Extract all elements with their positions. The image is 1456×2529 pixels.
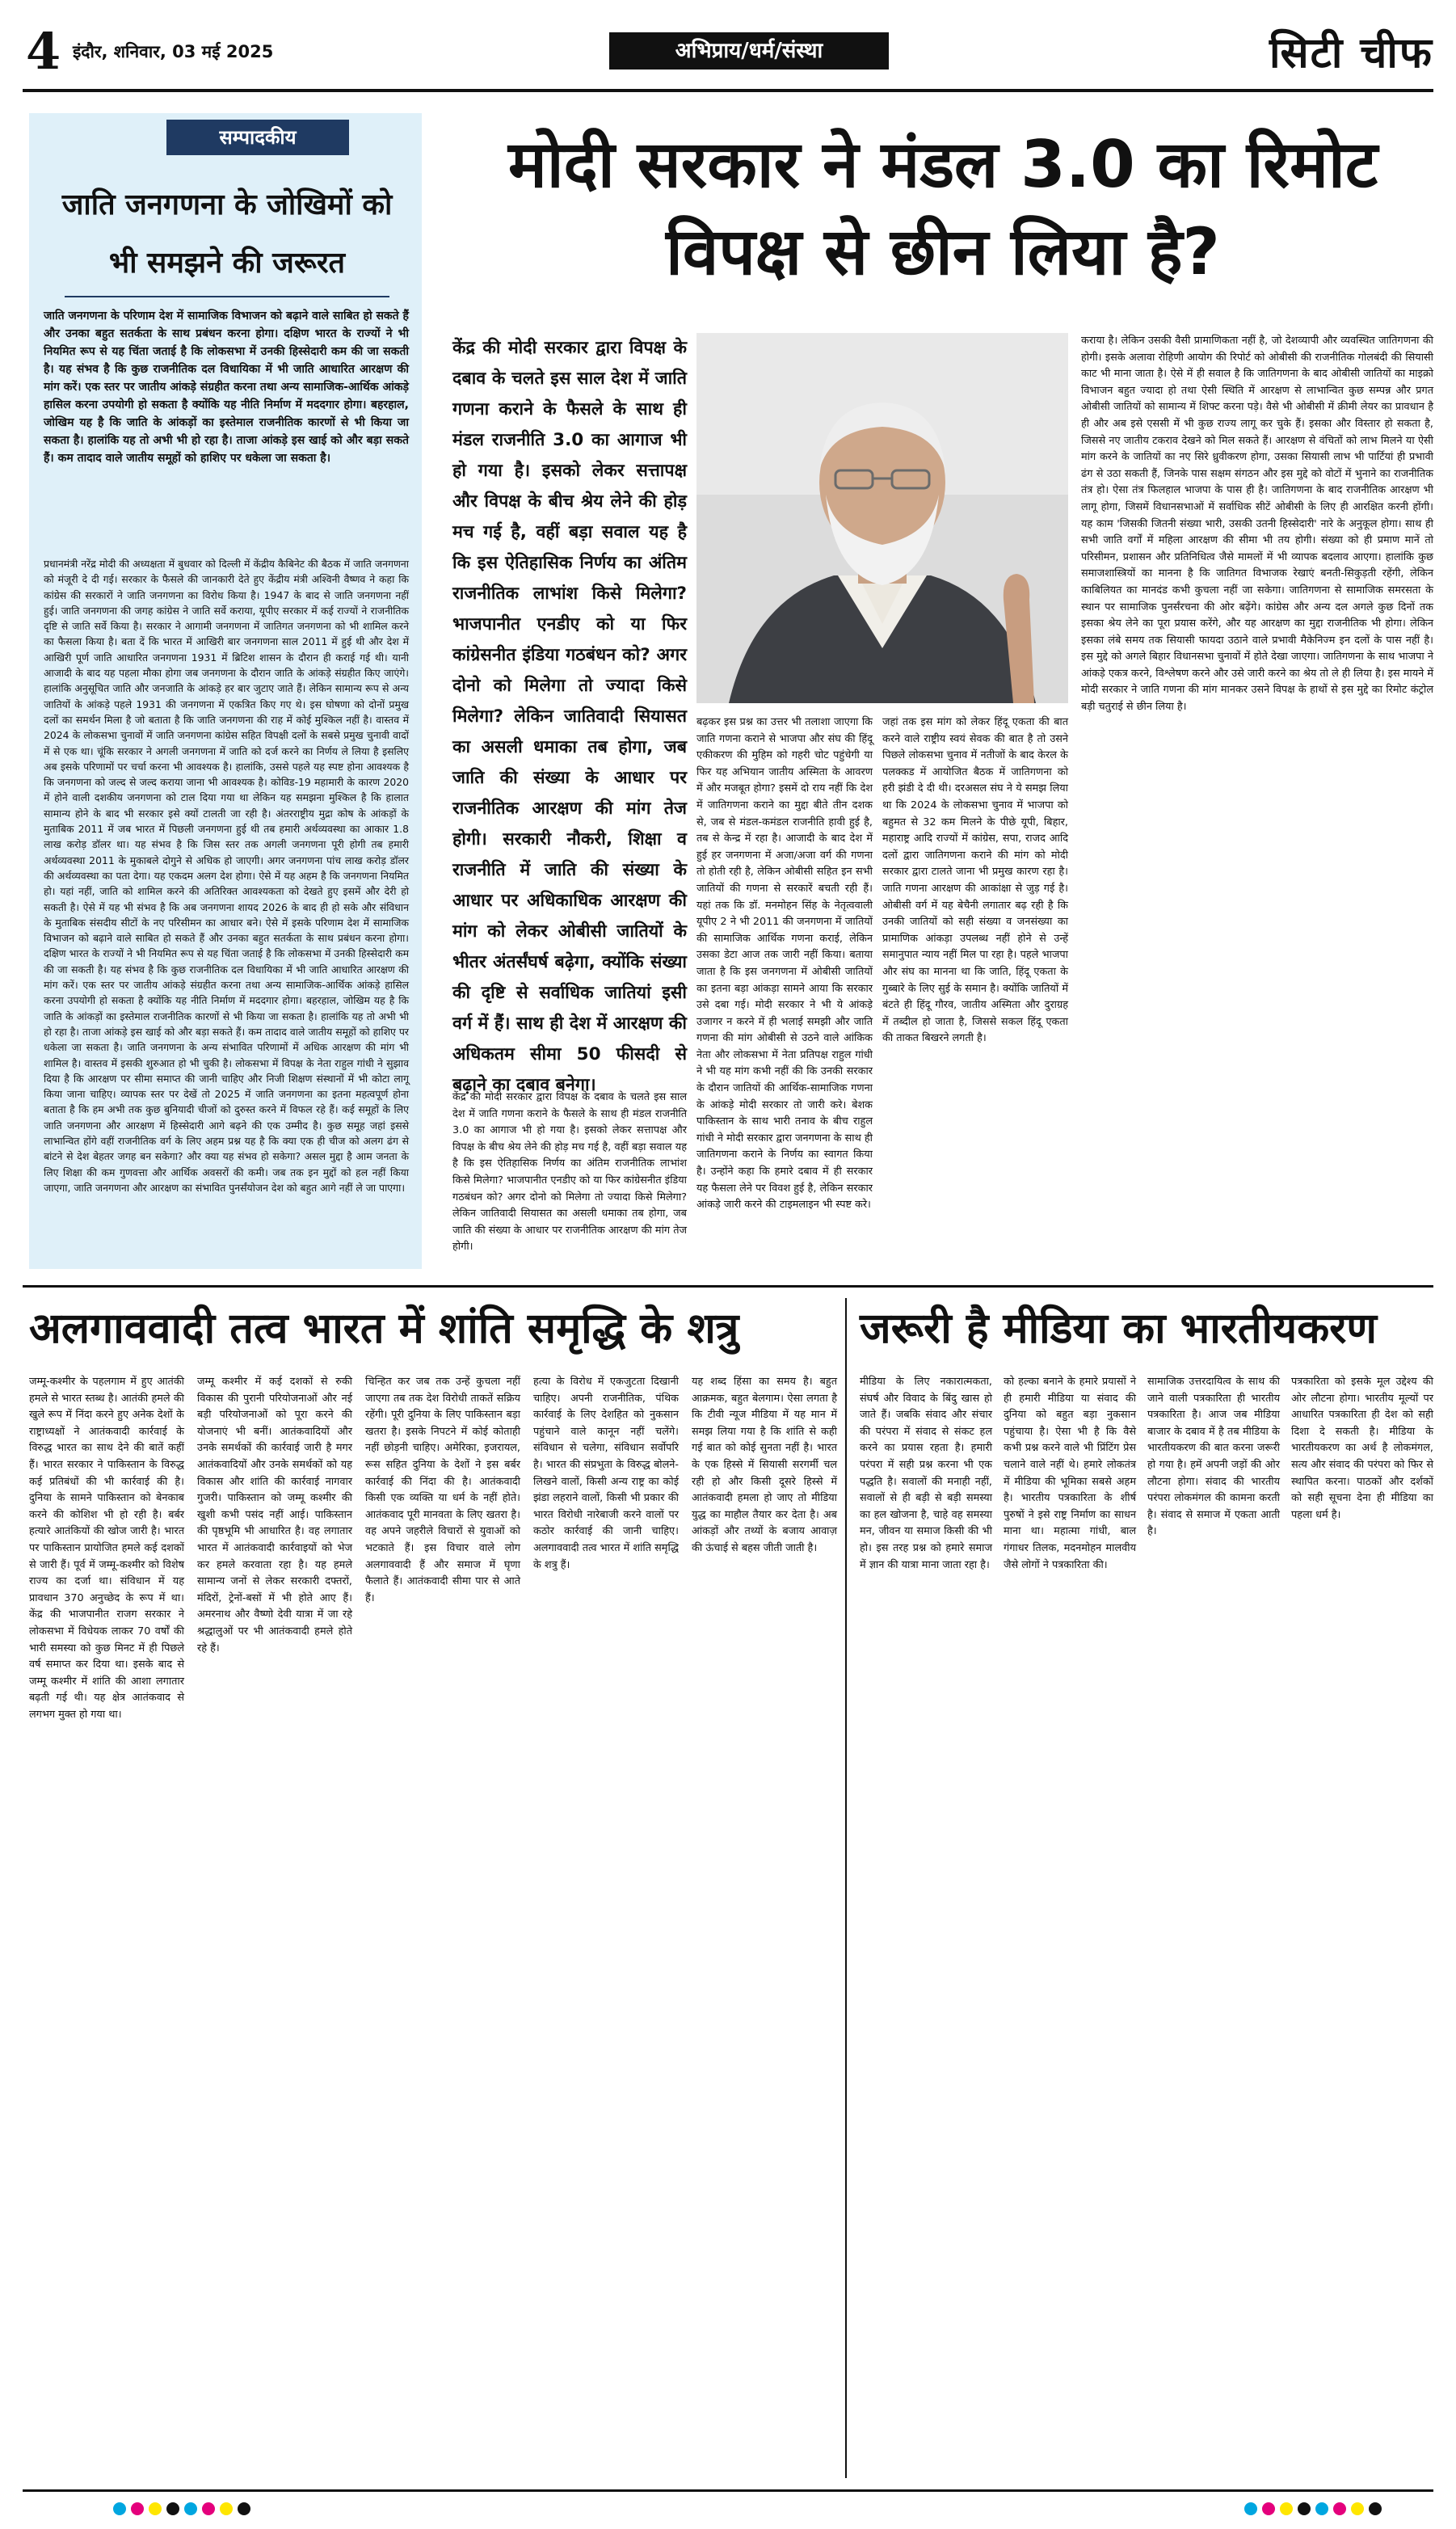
article-column: चिन्हित कर जब तक उन्हें कुचला नहीं जाएगा तब तक देश विरोधी ताकतें सक्रिय रहेंगी। पूरी दुनिया के लिए पाकिस्तान बड़ा खतरा है। इसके निपटने में कोई कोताही नहीं छोड़नी चाहिए। अमेरिका, इजरायल, रूस सहित दुनिया के देशों ने इस बर्बर कार्रवाई की निंदा की है। आतंकवादी किसी एक व्यक्ति या धर्म के नहीं होते। आतंकवाद पूरी मानवता के लिए खतरा है। वह अपने जहरीले विचारों से युवाओं को भटकाते हैं। इस विचार वाले लोग अलगाववादी हैं और समाज में घृणा फैलाते हैं। आतंकवादी सीमा पार से आते हैं। [365,1376,520,1604]
lead-headline: मोदी सरकार ने मंडल 3.0 का रिमोट विपक्ष से छीन लिया है? [507,127,1378,289]
article-headline-separatism: अलगाववादी तत्व भारत में शांति समृद्धि के शत्रु [29,1305,739,1353]
article-headline-media: जरूरी है मीडिया का भारतीयकरण [860,1305,1377,1353]
section-divider [23,1285,1433,1288]
section-tag: अभिप्राय/धर्म/संस्था [609,32,889,70]
column-separator [845,1298,847,2478]
dateline: इंदौर, शनिवार, 03 मई 2025 [73,42,274,61]
cyan-dot [184,2502,197,2515]
editorial-body: प्रधानमंत्री नरेंद्र मोदी की अध्यक्षता में बुधवार को दिल्ली में केंद्रीय कैबिनेट की बैठक में जाति जनगणना को मंजूरी दे दी गई। सरकार के फैसले की जानकारी देते हुए केंद्रीय मंत्री अश्विनी वैष्णव ने कहा कि कांग्रेस की सरकारों ने जाति जनगणना का विरोध किया है। 1947 के बाद से जाति जनगणना नहीं हुई। जाति जनगणना की जगह कांग्रेस ने जाति सर्वे कराया, यूपीए सरकार में कई राज्यों ने राजनीतिक दृष्टि से जाति सर्वे किया है। सरकार ने आगामी जनगणना में जातिगत जनगणना को भी शामिल करने का फैसला किया है। बता दें कि भारत में आखिरी बार जनगणना साल 2011 में हुई थी और देश में आखिरी पूर्ण जाति आधारित जनगणना 1931 में ब्रिटिश शासन के दौरान ही कराई गई थी। यानी आजादी के बाद यह पहला मौका होगा जब जनगणना के दौरान जाति के आंकड़े संग्रहीत किए जाएंगे। हालांकि अनुसूचित जाति और जनजाति के आंकड़े हर बार जुटाए जाते हैं। लेकिन सामान्य रूप से अन्य जातियों के आंकड़े पहले 1931 की जनगणना में एकत्रित किए गए थे। इस घोषणा को दोनों प्रमुख दलों का समर्थन मिला है जो बताता है कि जाति जनगणना की राह में कोई मुश्किल नहीं है। वास्तव में 2024 के लोकसभा चुनावों में जाति जनगणना कांग्रेस सहित विपक्षी दलों के सबसे प्रमुख चुनावी वादों में से एक था। चूंकि सरकार ने अगली जनगणना में जाति को दर्ज करने का निर्णय ले लिया है इसलिए अब इसके परिणामों पर चर्चा करना भी आवश्यक है। हालांकि, उससे पहले यह स्पष्ट होना आवश्यक है कि जनगणना को जल्द से जल्द कराया जाना भी आवश्यक है। कोविड-19 महामारी के कारण 2020 में होने वाली दशकीय जनगणना को टाल दिया गया था लेकिन यह समझना मुश्किल है कि हालात सामान्य होने के बाद भी सरकार इसे क्यों टालती जा रही है। अंतरराष्ट्रीय मुद्रा कोष के आंकड़ों के मुताबिक 2011 में जब भारत में पिछली जनगणना हुई थी तब हमारी अर्थव्यवस्था का आकार 1.8 लाख करोड़ डॉलर था। यह संभव है कि जिस स्तर तक अगली जनगणना पूरी होगी तब हमारी अर्थव्यवस्था 2011 के मुकाबले दोगुने से अधिक हो जाएगी। अगर जनगणना पांच लाख करोड़ डॉलर की अर्थव्यवस्था का पता देगा। यह एकदम अलग देश होगा। ऐसे में यह अहम है कि जनगणना नियमित हो। यहां नहीं, जाति को शामिल करने की अतिरिक्त आवश्यकता को देखते हुए इसमें और देरी हो सकती है। ऐसे में यह भी संभव है कि अब जनगणना शायद 2026 के बाद ही हो सके और संविधान के मुताबिक संसदीय सीटों के नए परिसीमन का आधार बने। ऐसे में इसके परिणाम देश में सामाजिक विभाजन को बढ़ाने वाले साबित हो सकते हैं और उनका बहुत सतर्कता के साथ प्रबंधन करना होगा। दक्षिण भारत के राज्यों ने भी नियमित रूप से यह चिंता जताई है कि लोकसभा में उनकी हिस्सेदारी कम की जा सकती है। यह संभव है कि कुछ राजनीतिक दल विधायिका में भी जाति आधारित आरक्षण की मांग करें। एक स्तर पर जातीय आंकड़े संग्रहीत करना तथा अन्य सामाजिक-आर्थिक आंकड़े हासिल करना उपयोगी हो सकता है क्योंकि यह नीति निर्माण में मददगार होगा। बहरहाल, जोखिम यह है कि जाति के आंकड़ों का इस्तेमाल राजनीतिक कारणों से भी किया जा सकता है। हालांकि यह तो अभी भी हो रहा है। ताजा आंकड़े इस खाई को और बड़ा सकते हैं। कम तादाद वाले जातीय समूहों को हाशिए पर धकेला जा सकता है। जाति जनगणना के अन्य संभावित परिणामों में अधिक आरक्षण की मांग भी शामिल है। वास्तव में इसकी शुरुआत हो भी चुकी है। लोकसभा में विपक्ष के नेता राहुल गांधी ने सुझाव दिया है कि आरक्षण पर सीमा समाप्त की जानी चाहिए और निजी शिक्षण संस्थानों में भी कोटा लागू किया जाना चाहिए। व्यापक स्तर पर देखें तो 2025 में जाति जनगणना का इतना महत्वपूर्ण होना बताता है कि हम अभी तक कुछ बुनियादी चीजों को दुरुस्त करने में विफल रहे हैं। कई समूहों के लिए जाति जनगणना और आरक्षण में हिस्सेदारी आगे बढ़ने की एक उम्मीद है। कुछ समूह जहां इससे लाभान्वित होंगे वहीं राजनीतिक वर्ग के लिए अहम प्रश्न यह है कि क्या एक ही चीज को अलग ढंग से बांटने से देश बेहतर जगह बन सकेगा? और क्या यह संभव हो सकेगा? असल मुद्दा है आम जनता के लिए शिक्षा की कम गुणवत्ता और आर्थिक अवसरों की कमी। जब तक इन मुद्दों को हल नहीं किया जाएगा, जाति जनगणना और आरक्षण का संभावित पुनर्संयोजन देश को बहुत आगे नहीं ले जा पाएगा। [44,558,409,1194]
magenta-dot [131,2502,144,2515]
bottom-rule [23,2489,1433,2492]
cyan-dot [1315,2502,1328,2515]
lead-pull-text: केंद्र की मोदी सरकार द्वारा विपक्ष के दबाव के चलते इस साल देश में जाति गणना कराने के फैसले के साथ ही मंडल राजनीति 3.0 का आगाज भी हो गया है। इसको लेकर सत्तापक्ष और विपक्ष के बीच श्रेय लेने की होड़ मच गई है, वहीं बड़ा सवाल यह है कि इस ऐतिहासिक निर्णय का अंतिम राजनीतिक लाभांश किसे मिलेगा? भाजपानीत एनडीए को या फिर कांग्रेसनीत इंडिया गठबंधन को? अगर दोनो को मिलेगा तो ज्यादा किसे मिलेगा? लेकिन जातिवादी सियासत का असली धमाका तब होगा, जब जाति की संख्या के आधार पर राजनीतिक आरक्षण की मांग तेज होगी। सरकारी नौकरी, शिक्षा व राजनीति में जाति की संख्या के आधार पर अधिकाधिक आरक्षण की मांग को लेकर ओबीसी जातियों के भीतर अंतर्संघर्ष बढ़ेगा, क्योंकि संख्या की दृष्टि से सर्वाधिक जातियां इसी वर्ग में हैं। साथ ही देश में आरक्षण की अधिकतम सीमा 50 फीसदी से बढ़ाने का दबाव बनेगा। [452,338,687,1095]
portrait-illustration [696,333,1068,703]
magenta-dot [202,2502,215,2515]
article-column: पत्रकारिता को इसके मूल उद्देश्य की ओर लौटना होगा। भारतीय मूल्यों पर आधारित पत्रकारिता ही देश को सही दिशा दे सकती है। मीडिया के भारतीयकरण का अर्थ है लोकमंगल, सत्य और संवाद की परंपरा को फिर से स्थापित करना। पाठकों और दर्शकों को सही सूचना देना ही मीडिया का पहला धर्म है। [1291,1376,1433,1521]
lead-photo [696,333,1068,703]
masthead [23,19,1433,84]
magenta-dot [1262,2502,1275,2515]
lead-body-column-2: बढ़कर इस प्रश्न का उत्तर भी तलाशा जाएगा कि जाति गणना कराने से भाजपा और संघ की हिंदू एकीकरण की मुहिम को गहरी चोट पहुंचेगी या फिर यह अभियान जातीय अस्मिता के आवरण में और मजबूत होगा? इसमें दो राय नहीं कि देश में जातिगणना कराने का मुद्दा बीते तीन दशक से, जब से मंडल-कमंडल राजनीति हावी हुई है, तब से केन्द्र में रहा है। आजादी के बाद देश में हुई हर जनगणना में अजा/अजा वर्ग की गणना तो होती रही है, लेकिन ओबीसी सहित इन सभी जातियों की गणना से सरकारें बचती रही हैं। यहां तक कि डॉ. मनमोहन सिंह के नेतृत्ववाली यूपीए 2 ने भी 2011 की जनगणना में जातियों की सामाजिक आर्थिक गणना कराई, लेकिन उसका डेटा आज तक जारी नहीं किया। बताया जाता है कि इस जनगणना में ओबीसी जातियों का इतना बड़ा आंकड़ा सामने आया कि सरकार उसे दबा गई। मोदी सरकार ने भी ये आंकड़े उजागर न करने में ही भलाई समझी और जाति गणना की मांग ओबीसी से उठने वाले आंकिक नेता और लोकसभा में नेता प्रतिपक्ष राहुल गांधी ने भी यह मांग कभी नहीं की कि उनकी सरकार के दौरान जातियों की आर्थिक-सामाजिक गणना के आंकड़े मोदी सरकार तो जारी करे। बेशक पाकिस्तान के साथ भारी तनाव के बीच राहुल गांधी ने मोदी सरकार द्वारा जनगणना के साथ ही जातिगणना कराने के निर्णय का स्वागत किया है। उन्होंने कहा कि हमारे दबाव में ही सरकार यह फैसला लेने पर विवश हुई है, लेकिन सरकार आंकड़े जारी करने की टाइमलाइन भी स्पष्ट करे। [696,716,873,1212]
magenta-dot [1333,2502,1346,2515]
article-column: को हल्का बनाने के हमारे प्रयासों ने ही हमारी मीडिया या संवाद की दुनिया को बहुत बड़ा नुकसान पहुंचाया है। ऐसा भी है कि वैसे कभी प्रश्न करने वाले भी प्रिंटिंग प्रेस चलाने वाले नहीं थे। हमारे लोकतंत्र में मीडिया की भूमिका सबसे अहम है। भारतीय पत्रकारिता के शीर्ष पुरुषों ने इसे राष्ट्र निर्माण का साधन माना था। महात्मा गांधी, बाल गंगाधर तिलक, मदनमोहन मालवीय जैसे लोगों ने पत्रकारिता की। [1004,1376,1136,1571]
yellow-dot [1280,2502,1293,2515]
black-dot [1298,2502,1311,2515]
article-column: मीडिया के लिए नकारात्मकता, संघर्ष और विवाद के बिंदु खास हो जाते हैं। जबकि संवाद और संचार की परंपरा में संवाद से संकट हल करने का प्रयास रहता है। हमारी परंपरा में सही प्रश्न करना भी एक पद्धति है। सवालों की मनाही नहीं, सवालों से ही बड़ी से बड़ी समस्या का हल खोजना है, चाहे वह समस्या मन, जीवन या समाज किसी की भी हो। इस तरह प्रश्न को हमारे समाज में ज्ञान की यात्रा माना जाता रहा है। [860,1376,992,1571]
article-column: यह शब्द हिंसा का समय है। बहुत आक्रमक, बहुत बेलगाम। ऐसा लगता है कि टीवी न्यूज मीडिया में यह मान में समझ लिया गया है कि शांति से कही गई बात को कोई सुनता नहीं है। भारत के एक हिस्से में सियासी सरगर्मी चल रही हो और किसी दूसरे हिस्से में आतंकवादी हमला हो जाए तो मीडिया युद्ध का माहौल तैयार कर देता है। अब आंकड़ों और तथ्यों के बजाय आवाज़ की ऊंचाई से बहस जीती जाती है। [692,1376,837,1554]
yellow-dot [220,2502,233,2515]
lead-body-column-1: केंद्र की मोदी सरकार द्वारा विपक्ष के दबाव के चलते इस साल देश में जाति गणना कराने के फैसले के साथ ही मंडल राजनीति 3.0 का आगाज भी हो गया है। इसको लेकर सत्तापक्ष और विपक्ष के बीच श्रेय लेने की होड़ मच गई है, वहीं बड़ा सवाल यह है कि इस ऐतिहासिक निर्णय का अंतिम राजनीतिक लाभांश किसे मिलेगा? भाजपानीत एनडीए को या फिर कांग्रेसनीत इंडिया गठबंधन को? अगर दोनो को मिलेगा तो ज्यादा किसे मिलेगा? लेकिन जातिवादी सियासत का असली धमाका तब होगा, जब जाति की संख्या के आधार पर राजनीतिक आरक्षण की मांग तेज होगी। [452,1091,687,1254]
yellow-dot [1351,2502,1364,2515]
registration-marks-left [113,2502,250,2515]
editorial-intro: जाति जनगणना के परिणाम देश में सामाजिक विभाजन को बढ़ाने वाले साबित हो सकते हैं और उनका बहुत सतर्कता के साथ प्रबंधन करना होगा। दक्षिण भारत के राज्यों ने भी नियमित रूप से यह चिंता जताई है कि लोकसभा में उनकी हिस्सेदारी कम की जा सकती है। यह संभव है कि कुछ राजनीतिक दल विधायिका में भी जाति आधारित आरक्षण की मांग करें। एक स्तर पर जातीय आंकड़े संग्रहीत करना तथा अन्य सामाजिक-आर्थिक आंकड़े हासिल करना उपयोगी हो सकता है क्योंकि यह नीति निर्माण में मददगार होगा। बहरहाल, जोखिम यह है कि जाति के आंकड़ों का इस्तेमाल राजनीतिक कारणों से भी किया जा सकता है। हालांकि यह तो अभी भी हो रहा है। ताजा आंकड़े इस खाई को और बड़ा सकते हैं। कम तादाद वाले जातीय समूहों को हाशिए पर धकेला जा सकता है। [44,310,409,465]
yellow-dot [149,2502,162,2515]
registration-marks-right [1244,2502,1382,2515]
article-column: सामाजिक उत्तरदायित्व के साथ की जाने वाली पत्रकारिता ही भारतीय पत्रकारिता है। आज जब मीडिया बाजार के दबाव में है तब मीडिया के भारतीयकरण की बात करना जरूरी हो गया है। हमें अपनी जड़ों की ओर लौटना होगा। संवाद की भारतीय परंपरा लोकमंगल की कामना करती है। संवाद से समाज में एकता आती है। [1147,1376,1280,1538]
lead-body-column-4: कराया है। लेकिन उसकी वैसी प्रामाणिकता नहीं है, जो देशव्यापी और व्यवस्थित जातिगणना की होगी। इसके अलावा रोहिणी आयोग की रिपोर्ट को ओबीसी की राजनीतिक गोलबंदी की सियासी काट भी माना जाता है। ऐसे में ही सवाल है कि जातिगणना के बाद ओबीसी जातियों का माइक्रो विभाजन बहुत ज्यादा हो तथा ऐसी स्थिति में आरक्षण से लाभान्वित कुछ सम्पन्न और प्रगत ओबीसी जातियों को सामान्य में शिफ्ट करना पड़े। वैसे भी ओबीसी में क्रीमी लेयर का प्रावधान है ही और अब इसे एससी में भी कुछ राज्य लागू कर चुके हैं। इसका और विस्तार हो सकता है, जिससे नए जातीय टकराव देखने को मिल सकते हैं। आरक्षण से वंचितों को लाभ मिलने या ऐसी मांग करने के जातियों का नए सिरे ध्रुवीकरण होगा, उसका सियासी लाभ भी पार्टियां ही प्रभावी ढंग से उठा सकती हैं, जिनके पास सक्षम संगठन और इस मुद्दे को वोटों में भुनाने का राजनीतिक तंत्र हो। ऐसा तंत्र फिलहाल भाजपा के पास ही है। जातिगणना के बाद राजनीतिक आरक्षण भी लागू होगा, जिसमें विधानसभाओं में सर्वाधिक सीटें ओबीसी के लिए ही आरक्षित करनी होंगी। यह काम 'जिसकी जितनी संख्या भारी, उसकी उतनी हिस्सेदारी' नारे के अनुकूल होगा। साथ ही सभी जाति वर्गों में महिला आरक्षण की सीमा भी तय होगी। संख्या को ही प्रमाण मानें तो परिसीमन, प्रशासन और प्रतिनिधित्व जैसे मामलों में भी व्यापक बदलाव आएगा। हालांकि कुछ समाजशास्त्रियों का मानना है कि जातिगत विभाजक रेखाएं बनती-सिकुड़ती रहेंगी, लेकिन काबिलियत का मानदंड कभी कुचला नहीं जा सकेगा। जातिगणना से सामाजिक समरसता के स्थान पर सामाजिक पुनर्संरचना की ओर बढ़ेंगे। कांग्रेस और अन्य दल अगले कुछ दिनों तक इसका श्रेय लेने का पूरा प्रयास करेंगे, और यह आरक्षण का मुद्दा राजनीतिक भी होगा। लेकिन इसका लंबे समय तक सियासी फायदा उठाने वाले प्रभावी मैकेनिज्म इन दलों के पास नहीं है। इस मुद्दे को अगले बिहार विधानसभा चुनावों में होते देखा जाएगा। जातिगणना के साथ भाजपा ने आंकड़े एकत्र करने, विश्लेषण करने और उसे जारी करने का श्रेय तो ले ही लिया है। इस मायने में मोदी सरकार ने जाति गणना की मांग मानकर उसने विपक्ष के हाथों से इस मुद्दे का रिमोट कंट्रोल बड़ी चतुराई से छीन लिया है। [1081,335,1433,714]
black-dot [1369,2502,1382,2515]
lead-body-column-3: जहां तक इस मांग को लेकर हिंदू एकता की बात करने वाले राष्ट्रीय स्वयं सेवक की बात है तो उसने पिछले लोकसभा चुनाव में नतीजों के बाद केरल के पलक्कड में आयोजित बैठक में जातिगणना को हरी झंडी दे दी थी। दरअसल संघ ने ये समझ लिया था कि 2024 के लोकसभा चुनाव में भाजपा को बहुमत से 32 कम मिलने के पीछे यूपी, बिहार, महाराष्ट्र आदि राज्यों में कांग्रेस, सपा, राजद आदि दलों द्वारा जातिगणना कराने की मांग को मोदी सरकार द्वारा टालते जाना भी प्रमुख कारण रहा है। जाति गणना आरक्षण की आकांक्षा से जुड़ गई है। ओबीसी वर्ग में यह बेचैनी लगातार बढ़ रही है कि उनकी जातियों को सही संख्या व जनसंख्या का प्रामाणिक आंकड़ा उपलब्ध नहीं होने से उन्हें समानुपात न्याय नहीं मिल पा रहा है। पहले भाजपा और संघ का मानना था कि जाति, हिंदू एकता के गुब्बारे के लिए सुई के समान है। क्योंकि जातियों में बंटते ही हिंदू गौरव, जातीय अस्मिता और दुराग्रह में तब्दील हो जाता है, जिससे सकल हिंदू एकता की ताकत बिखरने लगती है। [882,716,1068,1045]
article-column: जम्मू-कश्मीर के पहलगाम में हुए आतंकी हमले से भारत स्तब्ध है। आतंकी हमले की खुले रूप में निंदा करने हुए अनेक देशों के राष्ट्राध्यक्षों ने आतंकवादी कार्रवाई के विरुद्ध भारत का साथ देने की बातें कहीं हैं। भारत सरकार ने पाकिस्तान के विरुद्ध कई प्रतिबंधों की भी कार्रवाई की है। दुनिया के सामने पाकिस्तान को बेनकाब करने की कोशिश भी हो रही है। बर्बर हत्यारे आतंकियों की खोज जारी है। भारत पर पाकिस्तान प्रायोजित हमले कई दशकों से जारी हैं। पूर्व में जम्मू-कश्मीर को विशेष राज्य का दर्जा था। संविधान में यह प्रावधान 370 अनुच्छेद के रूप में था। केंद्र की भाजपानीत राजग सरकार ने लोकसभा में विधेयक लाकर 70 वर्षों की भारी समस्या को कुछ मिनट में ही पिछले वर्ष समाप्त कर दिया था। इसके बाद से जम्मू कश्मीर में शांति की आशा लगातार बढ़ती गई थी। यह क्षेत्र आतंकवाद से लगभग मुक्त हो गया था। [29,1376,184,1721]
article-column: जम्मू कश्मीर में कई दशकों से रुकी विकास की पुरानी परियोजनाओं और नई बड़ी परियोजनाओं को पूरा करने की योजनाएं भी बनीं। आतंकवादियों और उनके समर्थकों की कार्रवाई जारी है मगर आतंकवादियों और उनके समर्थकों को यह विकास और शांति की कार्रवाई नागवार गुजरी। पाकिस्तान को जम्मू कश्मीर की खुशी कभी पसंद नहीं आई। पाकिस्तान की पृष्ठभूमि भी आधारित है। वह लगातार भारत में आतंकवादी कार्रवाइयों को भेज कर हमले करवाता रहा है। यह हमले सामान्य जनों से लेकर सरकारी दफ्तरों, मंदिरों, ट्रेनों-बसों में भी होते आए हैं। अमरनाथ और वैष्णो देवी यात्रा में जा रहे श्रद्धालुओं पर भी आतंकवादी हमले होते रहे हैं। [197,1376,352,1654]
black-dot [238,2502,250,2515]
top-rule [23,89,1433,92]
cyan-dot [113,2502,126,2515]
editorial-title: जाति जनगणना के जोखिमों को भी समझने की जरूरत [61,188,393,280]
black-dot [166,2502,179,2515]
article-column: हत्या के विरोध में एकजुटता दिखानी चाहिए। अपनी राजनीतिक, पंथिक कार्रवाई के लिए देशहित को नुकसान पहुंचाने वाले कानून नहीं चलेंगे। संविधान से चलेगा, संविधान सर्वोपरि है। भारत की संप्रभुता के विरुद्ध बोलने-लिखने वालों, किसी अन्य राष्ट्र का कोई झंडा लहराने वालों, किसी भी प्रकार की भारत विरोधी नारेबाजी करने वालों पर कठोर कार्रवाई की जानी चाहिए। अलगाववादी तत्व भारत में शांति समृद्धि के शत्रु हैं। [533,1376,679,1571]
editorial-column [29,113,422,1269]
editorial-label: सम्पादकीय [166,120,349,155]
newspaper-brand: सिटी चीफ [1269,29,1433,78]
page-number: 4 [26,22,61,81]
editorial-divider [65,296,389,297]
cyan-dot [1244,2502,1257,2515]
